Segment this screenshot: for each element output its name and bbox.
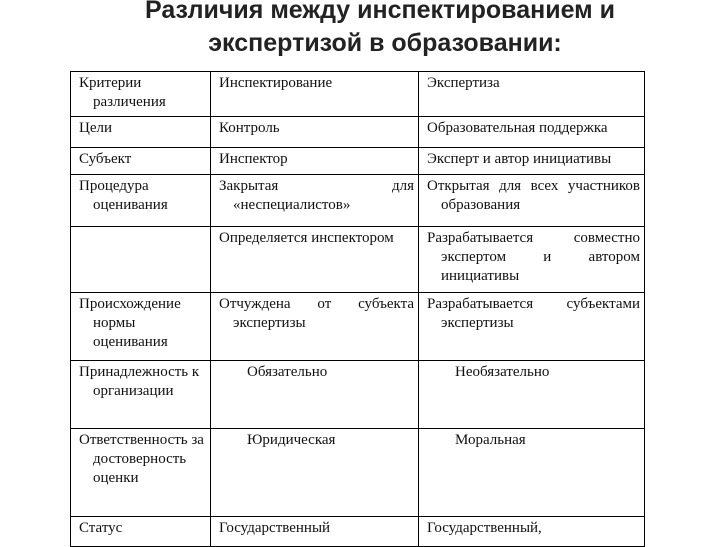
cell-criterion: Процедура оценивания (71, 175, 211, 227)
cell-inspection: Юридическая (211, 429, 419, 517)
table-header-row (71, 72, 645, 117)
header-inspection: Инспектирование (211, 72, 419, 117)
cell-inspection: Инспектор (211, 148, 419, 175)
cell-criterion: Статус (71, 517, 211, 547)
table-row (71, 361, 645, 429)
table-row (71, 175, 645, 227)
cell-criterion: Ответственность за достоверность оценки (71, 429, 211, 517)
cell-criterion (71, 227, 211, 293)
cell-inspection: Определяется инспектором (211, 227, 419, 293)
cell-expertise: Разрабатывается совместно экспертом и автором инициативы (419, 227, 645, 293)
header-criteria: Критерии различения (71, 72, 211, 117)
table-row (71, 293, 645, 361)
cell-inspection: Отчуждена от субъекта экспертизы (211, 293, 419, 361)
cell-inspection: Закрытая для «неспециалистов» (211, 175, 419, 227)
cell-expertise: Моральная (419, 429, 645, 517)
table-row (71, 517, 645, 547)
cell-criterion: Субъект (71, 148, 211, 175)
cell-expertise: Необязательно (419, 361, 645, 429)
title-line-2: экспертизой в образовании: (208, 29, 562, 57)
table-row (71, 148, 645, 175)
cell-expertise: Открытая для всех участников образования (419, 175, 645, 227)
title-line-1: Различия между инспектированием и (145, 0, 615, 24)
table-row (71, 117, 645, 148)
cell-expertise: Государственный, (419, 517, 645, 547)
cell-expertise: Эксперт и автор инициативы (419, 148, 645, 175)
cell-criterion: Цели (71, 117, 211, 148)
cell-expertise: Разрабатывается субъектами экспертизы (419, 293, 645, 361)
comparison-table (70, 71, 645, 547)
table-row (71, 429, 645, 517)
cell-inspection: Государственный (211, 517, 419, 547)
header-expertise: Экспертиза (419, 72, 645, 117)
cell-criterion: Принадлежность к организации (71, 361, 211, 429)
cell-inspection: Обязательно (211, 361, 419, 429)
table-row (71, 227, 645, 293)
cell-inspection: Контроль (211, 117, 419, 148)
cell-expertise: Образовательная поддержка (419, 117, 645, 148)
cell-criterion: Происхождение нормы оценивания (71, 293, 211, 361)
